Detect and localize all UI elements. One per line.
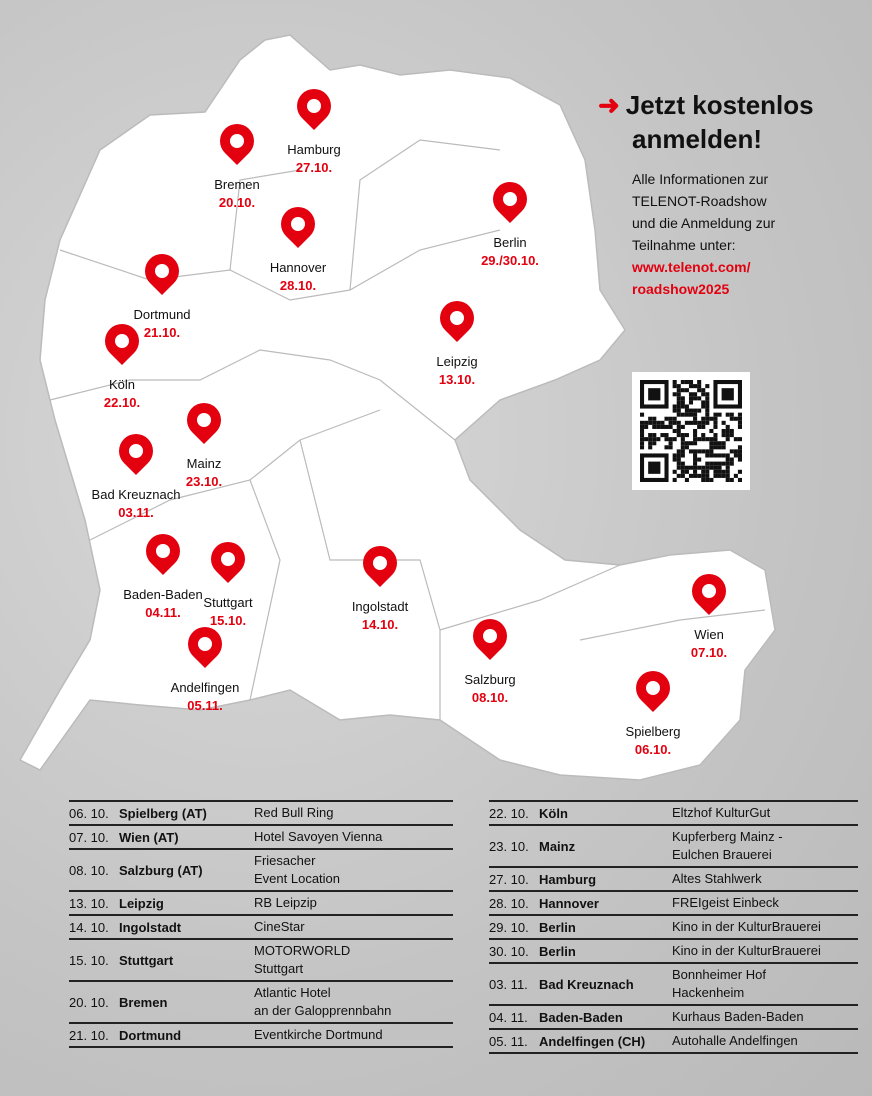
pin-city: Köln (108, 377, 136, 392)
venue-line: Event Location (254, 871, 341, 886)
arrow-right-icon: ➜ (598, 90, 620, 120)
pin-date: 22.10. (103, 395, 141, 410)
event-date: 20. 10. (69, 994, 109, 1010)
event-venue (254, 852, 340, 888)
pin-city: Andelfingen (170, 680, 240, 695)
pin-city: Wien (694, 627, 724, 642)
venue-line: an der Galopprennbahn (254, 1003, 392, 1018)
event-date: 13. 10. (69, 895, 109, 911)
pin-date: 21.10. (143, 325, 181, 340)
map-marker-dot (115, 334, 129, 348)
event-date: 29. 10. (489, 919, 529, 935)
event-city: Hamburg (539, 871, 597, 887)
event-venue (254, 942, 350, 978)
pin-date: 23.10. (185, 474, 223, 489)
venue-line: Hackenheim (672, 985, 745, 1000)
table-row (489, 1006, 858, 1030)
event-date: 04. 11. (489, 1009, 528, 1025)
venue-line: Hotel Savoyen Vienna (254, 829, 383, 844)
map-marker-dot (291, 217, 305, 231)
event-city: Mainz (539, 838, 576, 854)
pin-city: Hannover (269, 260, 327, 275)
event-date: 03. 11. (489, 976, 528, 992)
event-venue (254, 894, 317, 912)
event-venue (672, 966, 766, 1002)
event-venue (672, 918, 821, 936)
venue-line: Red Bull Ring (254, 805, 334, 820)
event-venue (672, 894, 779, 912)
info-text: TELENOT-Roadshow (632, 193, 767, 209)
map-marker-dot (221, 552, 235, 566)
map-marker-dot (197, 413, 211, 427)
event-venue (672, 828, 783, 864)
map-marker-dot (156, 544, 170, 558)
event-venue (254, 1026, 383, 1044)
venue-line: Kurhaus Baden-Baden (672, 1009, 804, 1024)
pin-city: Baden-Baden (123, 587, 203, 602)
event-venue (254, 984, 391, 1020)
event-venue (672, 1032, 798, 1050)
pin-city: Leipzig (436, 354, 478, 369)
venue-line: CineStar (254, 919, 305, 934)
event-venue (672, 942, 821, 960)
event-city: Ingolstadt (119, 919, 182, 935)
map-marker-dot (155, 264, 169, 278)
venue-line: Friesacher (254, 853, 316, 868)
event-city: Spielberg (AT) (119, 805, 207, 821)
event-date: 27. 10. (489, 871, 529, 887)
event-date: 14. 10. (69, 919, 109, 935)
pin-date: 06.10. (634, 742, 672, 757)
table-row (489, 826, 858, 868)
event-city: Baden-Baden (539, 1009, 623, 1025)
pin-city: Hamburg (287, 142, 341, 157)
venue-line: Altes Stahlwerk (672, 871, 762, 886)
event-date: 23. 10. (489, 838, 529, 854)
event-date: 06. 10. (69, 805, 109, 821)
pin-date: 27.10. (295, 160, 333, 175)
venue-line: Autohalle Andelfingen (672, 1033, 798, 1048)
registration-callout (598, 88, 858, 300)
table-row (69, 850, 453, 892)
table-row (489, 964, 858, 1006)
event-date: 28. 10. (489, 895, 529, 911)
event-venue (254, 918, 305, 936)
pin-city: Ingolstadt (351, 599, 409, 614)
pin-date: 03.11. (118, 505, 154, 520)
pin-date: 28.10. (279, 278, 317, 293)
table-row (69, 802, 453, 826)
event-city: Berlin (539, 943, 576, 959)
pin-city: Bad Kreuznach (91, 487, 181, 502)
venue-line: Kupferberg Mainz - (672, 829, 783, 844)
map-marker-dot (230, 134, 244, 148)
event-city: Hannover (539, 895, 599, 911)
pin-city: Stuttgart (203, 595, 253, 610)
headline: Jetzt kostenlos (625, 90, 814, 120)
event-venue (672, 1008, 804, 1026)
event-date: 05. 11. (489, 1033, 528, 1049)
event-venue (254, 828, 382, 846)
event-city: Berlin (539, 919, 576, 935)
map-marker-dot (646, 681, 660, 695)
map-marker-dot (702, 584, 716, 598)
event-venue (672, 804, 770, 822)
schedule-table-right (489, 800, 858, 1054)
event-city: Stuttgart (119, 952, 174, 968)
event-city: Köln (539, 805, 568, 821)
table-row (489, 916, 858, 940)
info-text: und die Anmeldung zur (632, 215, 776, 231)
qr-code[interactable] (632, 372, 750, 490)
pin-city: Berlin (493, 235, 527, 250)
event-city: Wien (AT) (119, 829, 179, 845)
event-city: Bremen (119, 994, 168, 1010)
pin-date: 15.10. (209, 613, 247, 628)
table-row (489, 940, 858, 964)
table-row (489, 802, 858, 826)
event-city: Salzburg (AT) (119, 862, 203, 878)
table-row (489, 1030, 858, 1054)
venue-line: Kino in der KulturBrauerei (672, 943, 821, 958)
event-venue (254, 804, 334, 822)
pin-date: 29./30.10. (481, 253, 539, 268)
venue-line: Eventkirche Dortmund (254, 1027, 383, 1042)
pin-date: 20.10. (218, 195, 256, 210)
pin-date: 13.10. (438, 372, 476, 387)
event-city: Andelfingen (CH) (539, 1033, 646, 1049)
info-text: Teilnahme unter: (632, 237, 736, 253)
venue-line: Kino in der KulturBrauerei (672, 919, 821, 934)
pin-city: Dortmund (133, 307, 191, 322)
venue-line: Bonnheimer Hof (672, 967, 766, 982)
pin-date: 05.11. (187, 698, 223, 713)
headline-2: anmelden! (632, 124, 763, 154)
map-marker-dot (307, 99, 321, 113)
pin-city: Bremen (214, 177, 260, 192)
venue-line: Stuttgart (254, 961, 304, 976)
info-text: Alle Informationen zur (632, 171, 769, 187)
venue-line: FREIgeist Einbeck (672, 895, 779, 910)
table-row (69, 940, 453, 982)
event-city: Bad Kreuznach (539, 976, 634, 992)
event-date: 07. 10. (69, 829, 109, 845)
schedule-table-left (69, 800, 453, 1048)
map-marker-dot (503, 192, 517, 206)
pin-city: Salzburg (464, 672, 516, 687)
venue-line: MOTORWORLD (254, 943, 351, 958)
event-venue (672, 870, 762, 888)
venue-line: RB Leipzip (254, 895, 317, 910)
registration-link[interactable]: www.telenot.com/ (632, 259, 751, 275)
venue-line: Eulchen Brauerei (672, 847, 772, 862)
table-row (69, 826, 453, 850)
event-date: 15. 10. (69, 952, 109, 968)
event-date: 22. 10. (489, 805, 529, 821)
pin-date: 07.10. (690, 645, 728, 660)
event-date: 30. 10. (489, 943, 529, 959)
pin-city: Mainz (186, 456, 222, 471)
table-row (489, 868, 858, 892)
table-row (489, 892, 858, 916)
registration-link-2[interactable]: roadshow2025 (632, 281, 730, 297)
pin-date: 04.11. (145, 605, 181, 620)
event-date: 08. 10. (69, 862, 109, 878)
event-city: Dortmund (119, 1027, 182, 1043)
map-marker-dot (198, 637, 212, 651)
map-marker-dot (373, 556, 387, 570)
pin-date: 14.10. (361, 617, 399, 632)
map-marker-dot (129, 444, 143, 458)
pin-date: 08.10. (471, 690, 509, 705)
pin-city: Spielberg (625, 724, 681, 739)
map-marker-dot (450, 311, 464, 325)
venue-line: Atlantic Hotel (254, 985, 331, 1000)
table-row (69, 1024, 453, 1048)
table-row (69, 916, 453, 940)
venue-line: Eltzhof KulturGut (672, 805, 771, 820)
event-date: 21. 10. (69, 1027, 109, 1043)
map-marker-dot (483, 629, 497, 643)
table-row (69, 892, 453, 916)
table-row (69, 982, 453, 1024)
event-city: Leipzig (119, 895, 164, 911)
